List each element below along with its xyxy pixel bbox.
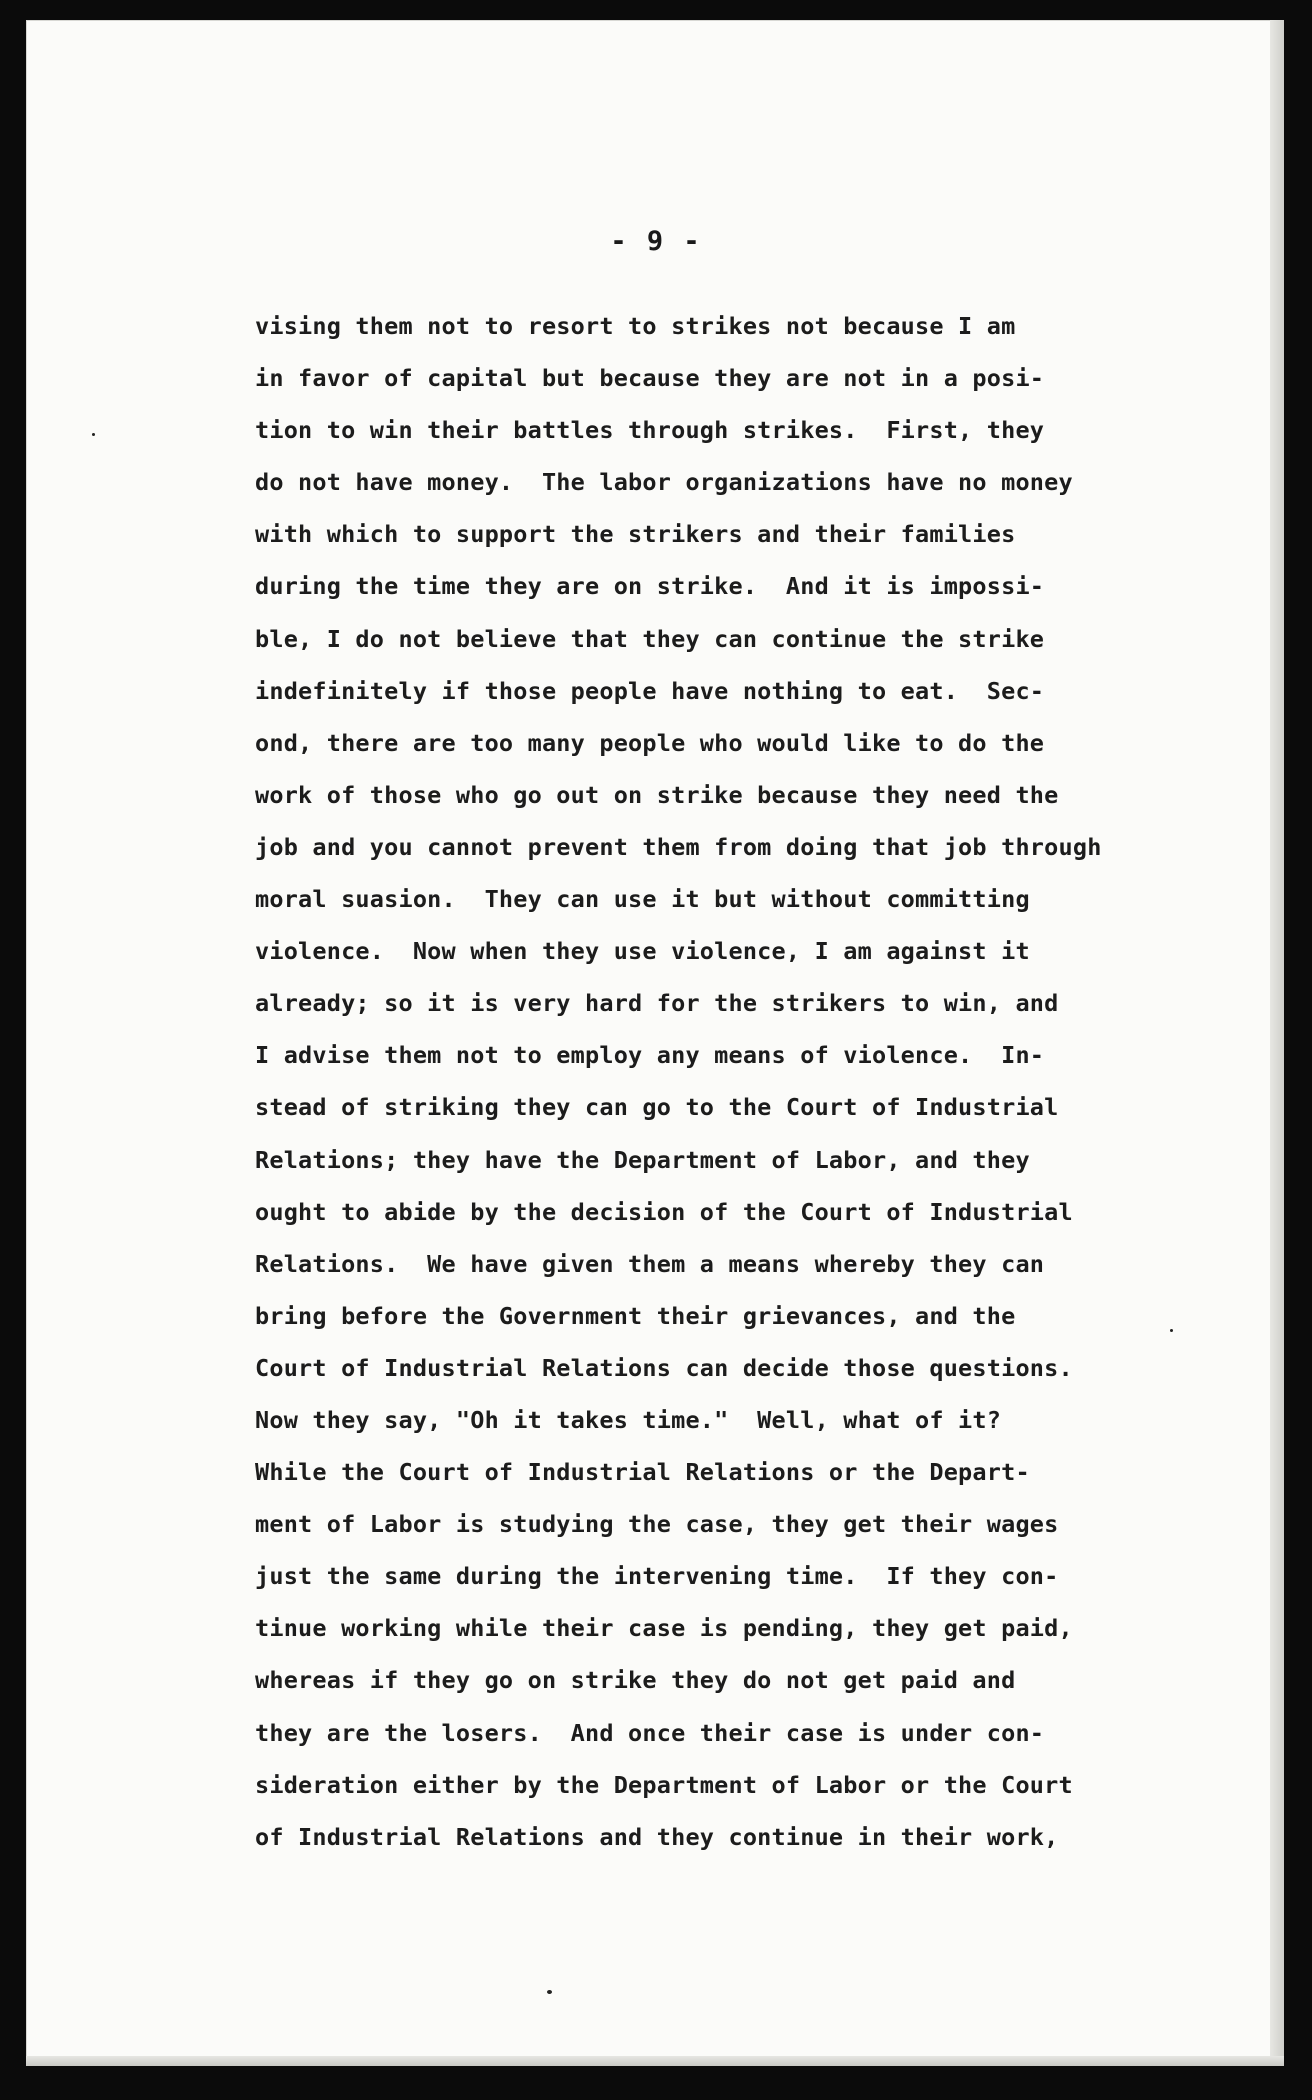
text-line: tinue working while their case is pending, they get paid, [255, 1614, 1073, 1643]
text-line: ble, I do not believe that they can continue the strike [255, 624, 1045, 653]
text-line: they are the losers. And once their case is under con- [255, 1718, 1045, 1747]
text-line: stead of striking they can go to the Court of Industrial [255, 1093, 1059, 1122]
page-edge-right [1270, 20, 1284, 2066]
text-line: Now they say, "Oh it takes time." Well, what of it? [255, 1405, 1002, 1434]
text-line: bring before the Government their grievances, and the [255, 1301, 1016, 1330]
text-line: tion to win their battles through strikes. First, they [255, 416, 1045, 445]
text-line: ond, there are too many people who would like to do the [255, 728, 1045, 757]
text-line: already; so it is very hard for the strikers to win, and [255, 989, 1059, 1018]
text-line: sideration either by the Department of Labor or the Court [255, 1770, 1073, 1799]
text-line: Court of Industrial Relations can decide those questions. [255, 1353, 1073, 1382]
page-edge-bottom [26, 2056, 1284, 2066]
text-line: do not have money. The labor organizations have no money [255, 468, 1073, 497]
text-line: While the Court of Industrial Relations or the Depart- [255, 1458, 1030, 1487]
text-line: work of those who go out on strike because they need the [255, 780, 1059, 809]
scan-speck [547, 1990, 552, 1994]
text-line: job and you cannot prevent them from doing that job through [255, 832, 1102, 861]
text-line: Relations. We have given them a means whereby they can [255, 1249, 1045, 1278]
text-line: ought to abide by the decision of the Court of Industrial [255, 1197, 1073, 1226]
text-line: ment of Labor is studying the case, they get their wages [255, 1510, 1059, 1539]
text-line: of Industrial Relations and they continue in their work, [255, 1822, 1059, 1851]
page-number: - 9 - [610, 226, 702, 257]
text-line: violence. Now when they use violence, I am against it [255, 937, 1030, 966]
text-line: with which to support the strikers and their families [255, 520, 1016, 549]
text-line: Relations; they have the Department of Labor, and they [255, 1145, 1030, 1174]
body-text [255, 300, 1215, 1863]
text-line: just the same during the intervening time. If they con- [255, 1562, 1059, 1591]
text-line: whereas if they go on strike they do not get paid and [255, 1666, 1016, 1695]
scan-speck [1170, 1329, 1173, 1332]
text-line: I advise them not to employ any means of violence. In- [255, 1041, 1045, 1070]
text-line: in favor of capital but because they are not in a posi- [255, 364, 1045, 393]
text-line: vising them not to resort to strikes not because I am [255, 312, 1016, 340]
text-line: moral suasion. They can use it but without committing [255, 885, 1030, 914]
scan-speck [92, 433, 95, 436]
text-line: indefinitely if those people have nothing to eat. Sec- [255, 676, 1045, 705]
text-line: during the time they are on strike. And it is impossi- [255, 572, 1045, 601]
